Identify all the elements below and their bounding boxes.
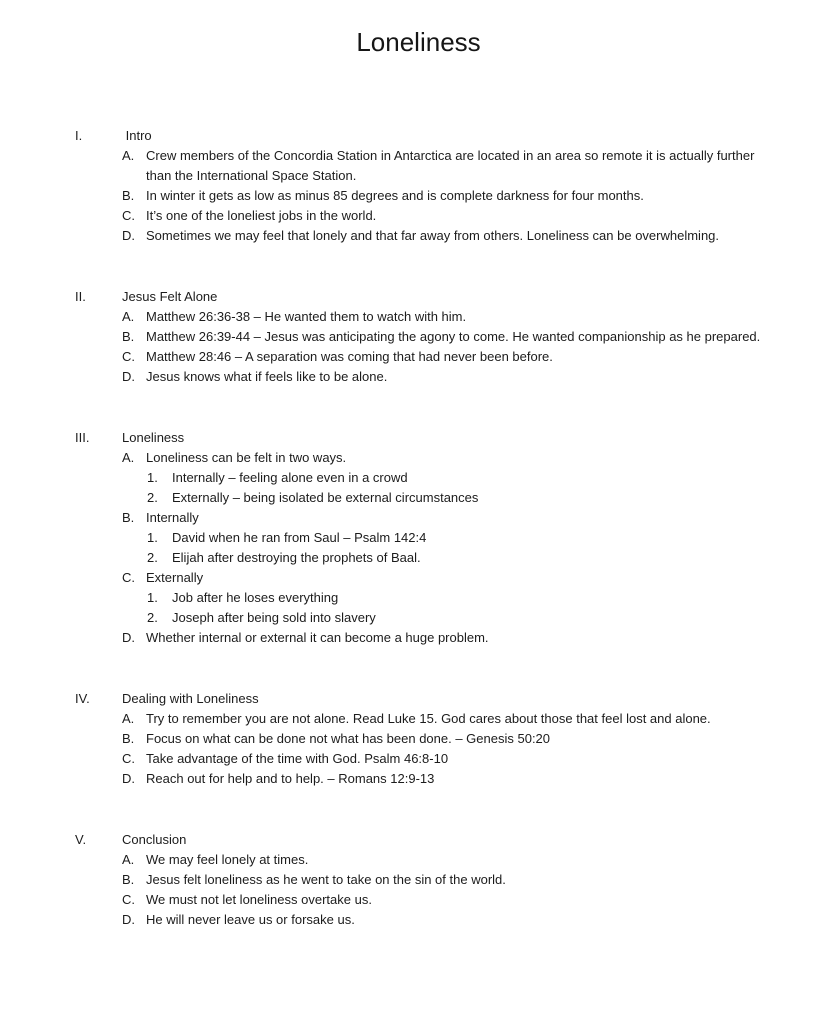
subitem-text: Externally – being isolated be external circumstances — [172, 490, 479, 505]
item-text: Matthew 26:39-44 – Jesus was anticipating the agony to come. He wanted companionship as he prepared. — [146, 329, 761, 344]
item-text: Jesus felt loneliness as he went to take on the sin of the world. — [146, 872, 506, 887]
item-text: Take advantage of the time with God. Psalm 46:8-10 — [146, 751, 449, 766]
item-marker: C. — [122, 751, 135, 766]
outline-item — [122, 347, 837, 367]
item-marker: A. — [122, 309, 135, 324]
item-text: Focus on what can be done not what has been done. – Genesis 50:20 — [146, 731, 551, 746]
outline-item — [122, 226, 837, 246]
outline-item — [122, 769, 837, 789]
section-marker: V. — [75, 832, 87, 847]
outline-item — [122, 890, 837, 910]
outline-section — [0, 287, 837, 387]
outline-subitem — [147, 588, 837, 608]
item-marker: A. — [122, 148, 135, 163]
item-text: Jesus knows what if feels like to be alone. — [146, 369, 388, 384]
section-heading: Intro — [122, 128, 152, 143]
subitem-marker: 2. — [147, 610, 158, 625]
outline-item — [122, 448, 837, 468]
item-marker: B. — [122, 329, 135, 344]
outline-item — [122, 568, 837, 588]
item-text: Crew members of the Concordia Station in Antarctica are located in an area so remote it is actually further than the International Space Station. — [146, 148, 755, 183]
outline-item — [122, 628, 837, 648]
section-marker: I. — [75, 128, 83, 143]
item-text: We may feel lonely at times. — [146, 852, 309, 867]
item-text: Externally — [146, 570, 204, 585]
outline-item — [122, 709, 837, 729]
outline-subitem — [147, 548, 837, 568]
outline-item — [122, 508, 837, 528]
item-text: Try to remember you are not alone. Read Luke 15. God cares about those that feel lost and alone. — [146, 711, 711, 726]
item-text: Internally — [146, 510, 199, 525]
item-text: He will never leave us or forsake us. — [146, 912, 355, 927]
outline — [0, 126, 837, 930]
item-marker: A. — [122, 450, 135, 465]
outline-section — [0, 830, 837, 930]
item-marker: C. — [122, 570, 135, 585]
outline-item — [122, 870, 837, 890]
subitem-marker: 1. — [147, 530, 158, 545]
outline-item — [122, 186, 837, 206]
outline-item — [122, 146, 837, 186]
section-heading: Dealing with Loneliness — [122, 691, 259, 706]
outline-item — [122, 327, 837, 347]
item-marker: A. — [122, 852, 135, 867]
item-text: Whether internal or external it can become a huge problem. — [146, 630, 489, 645]
outline-item — [122, 910, 837, 930]
section-heading-row — [0, 287, 837, 307]
subitem-text: Job after he loses everything — [172, 590, 339, 605]
subitem-marker: 1. — [147, 590, 158, 605]
item-text: Sometimes we may feel that lonely and that far away from others. Loneliness can be overwhelming. — [146, 228, 720, 243]
outline-item — [122, 749, 837, 769]
outline-item — [122, 850, 837, 870]
outline-item — [122, 206, 837, 226]
section-marker: II. — [75, 289, 86, 304]
section-heading-row — [0, 126, 837, 146]
section-heading-row — [0, 830, 837, 850]
item-text: We must not let loneliness overtake us. — [146, 892, 372, 907]
item-marker: C. — [122, 349, 135, 364]
item-marker: D. — [122, 228, 135, 243]
item-marker: A. — [122, 711, 135, 726]
section-heading-row — [0, 689, 837, 709]
outline-section — [0, 689, 837, 789]
section-heading-row — [0, 428, 837, 448]
subitem-text: Internally – feeling alone even in a crowd — [172, 470, 408, 485]
outline-section — [0, 428, 837, 648]
outline-subitem — [147, 468, 837, 488]
item-text: Loneliness can be felt in two ways. — [146, 450, 347, 465]
outline-subitem — [147, 488, 837, 508]
outline-item — [122, 307, 837, 327]
item-marker: B. — [122, 188, 135, 203]
item-marker: D. — [122, 771, 135, 786]
subitem-text: Elijah after destroying the prophets of Baal. — [172, 550, 421, 565]
section-heading: Conclusion — [122, 832, 187, 847]
item-marker: B. — [122, 731, 135, 746]
item-marker: C. — [122, 208, 135, 223]
item-marker: B. — [122, 872, 135, 887]
subitem-marker: 1. — [147, 470, 158, 485]
item-marker: D. — [122, 912, 135, 927]
item-text: In winter it gets as low as minus 85 degrees and is complete darkness for four months. — [146, 188, 644, 203]
item-text: It’s one of the loneliest jobs in the world. — [146, 208, 377, 223]
subitem-marker: 2. — [147, 550, 158, 565]
outline-subitem — [147, 528, 837, 548]
document-title: Loneliness — [356, 27, 481, 57]
item-text: Matthew 28:46 – A separation was coming that had never been before. — [146, 349, 553, 364]
section-marker: IV. — [75, 691, 90, 706]
item-marker: D. — [122, 630, 135, 645]
outline-item — [122, 729, 837, 749]
subitem-marker: 2. — [147, 490, 158, 505]
item-marker: D. — [122, 369, 135, 384]
section-marker: III. — [75, 430, 90, 445]
subitem-text: David when he ran from Saul – Psalm 142:4 — [172, 530, 427, 545]
section-heading: Jesus Felt Alone — [122, 289, 218, 304]
item-marker: B. — [122, 510, 135, 525]
outline-item — [122, 367, 837, 387]
item-marker: C. — [122, 892, 135, 907]
item-text: Reach out for help and to help. – Romans 12:9-13 — [146, 771, 435, 786]
outline-subitem — [147, 608, 837, 628]
item-text: Matthew 26:36-38 – He wanted them to watch with him. — [146, 309, 467, 324]
outline-section — [0, 126, 837, 246]
subitem-text: Joseph after being sold into slavery — [172, 610, 376, 625]
section-heading: Loneliness — [122, 430, 185, 445]
